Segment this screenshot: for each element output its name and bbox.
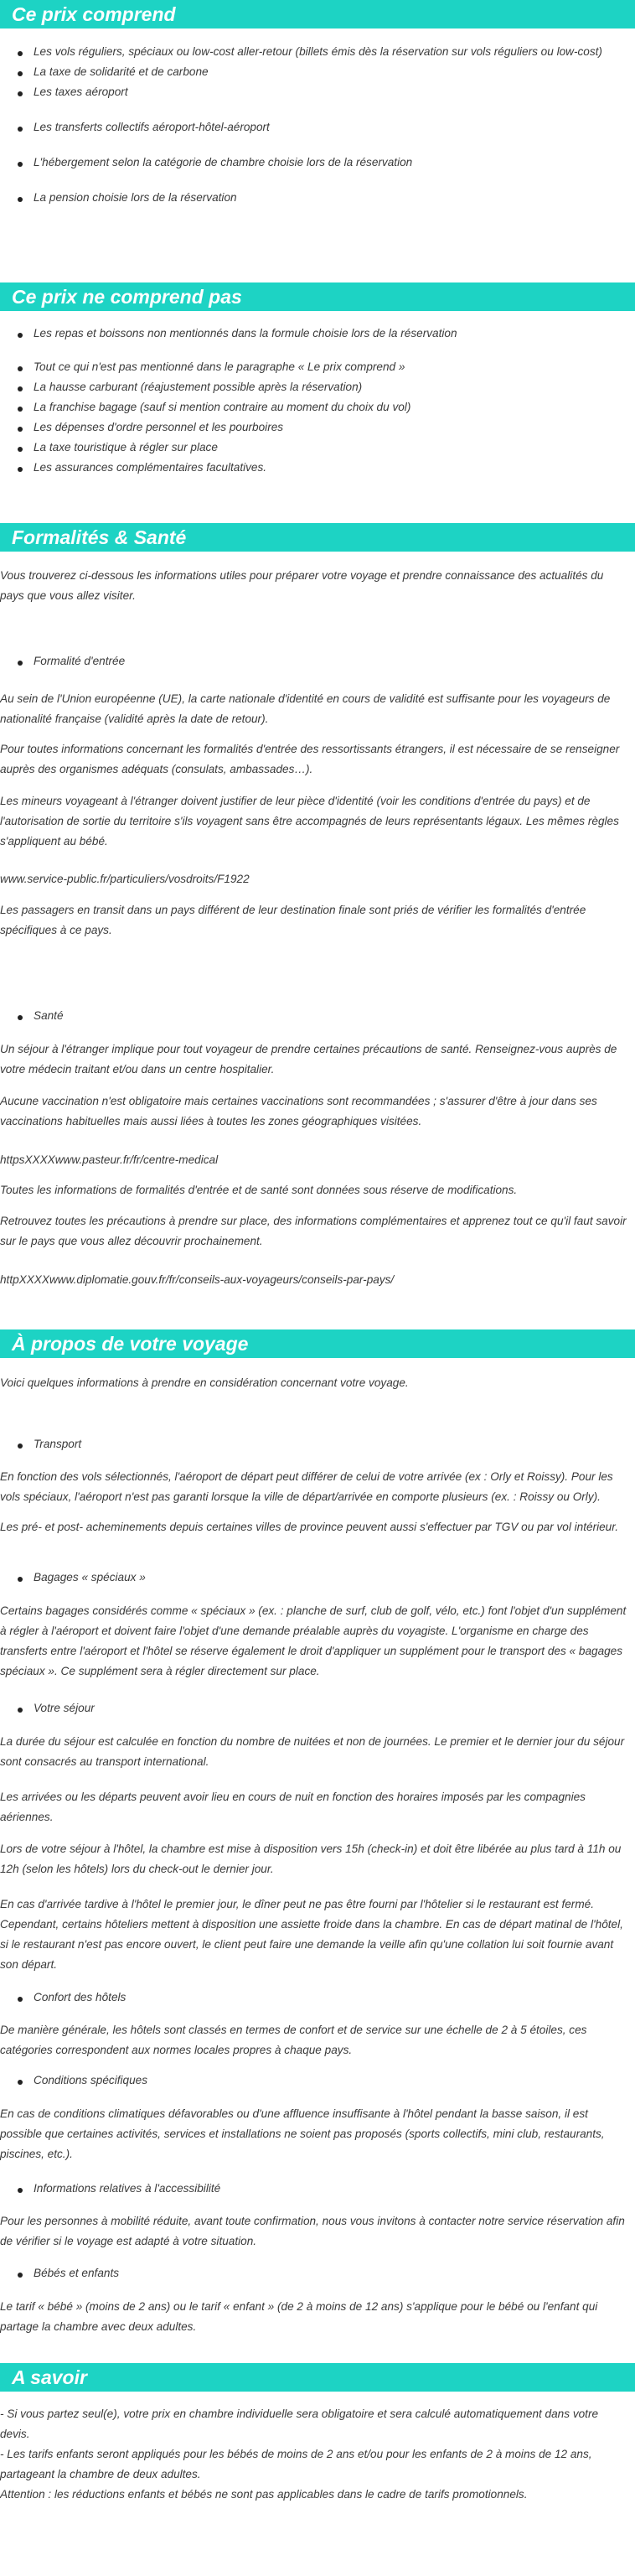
comfort-paragraph: De manière générale, les hôtels sont classés en termes de confort et de service sur une échelle de 2 à 5 étoiles, ces catégories correspondent aux normes locales propres à chaque pays. xyxy=(0,2024,587,2056)
list-item: La taxe de solidarité et de carbone xyxy=(34,65,209,78)
transport-paragraph: En fonction des vols sélectionnés, l'aéroport de départ peut différer de celui de votre arrivée (ex : Orly et Roissy). Pour les vols spéciaux, l'aéroport n'est pas garanti lorsque la ville de départ/arrivée en comporte plusieurs (ex. : Roissy ou Orly). xyxy=(0,1470,613,1503)
section-header-formalities: Formalités & Santé xyxy=(0,523,635,552)
list-item: Les vols réguliers, spéciaux ou low-cost aller-retour (billets émis dès la réservation sur vols réguliers ou low-cost) xyxy=(34,45,602,58)
list-item: La pension choisie lors de la réservation xyxy=(34,191,237,204)
bags-subtitle: Bagages « spéciaux » xyxy=(34,1571,146,1583)
transport-paragraph: Les pré- et post- acheminements depuis certaines villes de province peuvent aussi s'effectuer par TGV ou par vol intérieur. xyxy=(0,1521,619,1533)
list-item: Les assurances complémentaires facultatives. xyxy=(34,461,267,474)
stay-paragraph: Lors de votre séjour à l'hôtel, la chambre est mise à disposition vers 15h (check-in) et doit être libérée au plus tard à 11h ou 12h (selon les hôtels) lors du check-out le dernier jour. xyxy=(0,1843,622,1875)
comfort-subtitle: Confort des hôtels xyxy=(34,1991,126,2003)
know-line: - Si vous partez seul(e), votre prix en chambre individuelle sera obligatoire et sera calculé automatiquement dans votre devis. xyxy=(0,2408,599,2440)
bags-paragraph: Certains bagages considérés comme « spéciaux » (ex. : planche de surf, club de golf, vélo, etc.) font l'objet d'un supplément à régler à l'aéroport et doivent faire l'objet d'une demande préalable auprès du voyagiste. L'organisme en charge des transferts entre l'aéroport et l'hôtel se réserve également le droit d'appliquer un supplément pour le transport des « bagages spéciaux ». Ce supplément sera à régler directement sur place. xyxy=(0,1604,627,1677)
health-paragraph: Aucune vaccination n'est obligatoire mais certaines vaccinations sont recommandées ; s'assurer d'être à jour dans ses vaccinations habituelles mais aussi liées à toutes les zones géographiques visitées. xyxy=(0,1095,597,1127)
list-item: Les dépenses d'ordre personnel et les pourboires xyxy=(34,421,284,433)
entry-paragraph: Les mineurs voyageant à l'étranger doivent justifier de leur pièce d'identité (voir les conditions d'entrée du pays) et de l'autorisation de sortie du territoire s'ils voyagent sans être accompagnés de leurs représentants légaux. Les mêmes règles s'appliquent au bébé. xyxy=(0,795,619,847)
entry-paragraph: Au sein de l'Union européenne (UE), la carte nationale d'identité en cours de validité est suffisante pour les voyageurs de nationalité française (validité après la date de retour). xyxy=(0,692,611,725)
list-item: La franchise bagage (sauf si mention contraire au moment du choix du vol) xyxy=(34,401,411,413)
entry-paragraph: Les passagers en transit dans un pays différent de leur destination finale sont priés de vérifier les formalités d'entrée spécifiques à ce pays. xyxy=(0,904,586,936)
baby-subtitle: Bébés et enfants xyxy=(34,2267,120,2279)
list-item: La taxe touristique à régler sur place xyxy=(34,441,218,454)
section-header-includes: Ce prix comprend xyxy=(0,0,635,29)
list-item: La hausse carburant (réajustement possible après la réservation) xyxy=(34,381,363,393)
formalities-intro: Vous trouverez ci-dessous les informations utiles pour préparer votre voyage et prendre connaissance des actualités du pays que vous allez visiter. xyxy=(0,569,604,602)
list-item: Les taxes aéroport xyxy=(34,86,128,98)
entry-subtitle: Formalité d'entrée xyxy=(34,655,126,667)
health-paragraph: Retrouvez toutes les précautions à prendre sur place, des informations complémentaires et apprenez tout ce qu'il faut savoir sur le pays que vous allez découvrir prochainement. xyxy=(0,1215,627,1247)
list-item: Tout ce qui n'est pas mentionné dans le paragraphe « Le prix comprend » xyxy=(34,360,405,373)
conditions-subtitle: Conditions spécifiques xyxy=(34,2074,148,2086)
health-link[interactable]: httpXXXXwww.diplomatie.gouv.fr/fr/conseils-aux-voyageurs/conseils-par-pays/ xyxy=(0,1273,395,1286)
transport-subtitle: Transport xyxy=(34,1438,82,1450)
list-item: L'hébergement selon la catégorie de chambre choisie lors de la réservation xyxy=(34,156,413,168)
about-intro: Voici quelques informations à prendre en considération concernant votre voyage. xyxy=(0,1376,409,1389)
accessibility-paragraph: Pour les personnes à mobilité réduite, avant toute confirmation, nous vous invitons à contacter notre service réservation afin de vérifier si le voyage est adapté à votre situation. xyxy=(0,2215,625,2247)
accessibility-subtitle: Informations relatives à l'accessibilité xyxy=(34,2182,221,2195)
list-item: Les transferts collectifs aéroport-hôtel-aéroport xyxy=(34,121,270,133)
section-header-about: À propos de votre voyage xyxy=(0,1329,635,1358)
stay-subtitle: Votre séjour xyxy=(34,1702,95,1714)
section-header-excludes: Ce prix ne comprend pas xyxy=(0,282,635,311)
entry-link[interactable]: www.service-public.fr/particuliers/vosdroits/F1922 xyxy=(0,873,250,885)
entry-paragraph: Pour toutes informations concernant les formalités d'entrée des ressortissants étrangers, il est nécessaire de se renseigner auprès des organismes adéquats (consulats, ambassades…). xyxy=(0,743,620,775)
stay-paragraph: En cas d'arrivée tardive à l'hôtel le premier jour, le dîner peut ne pas être fourni par l'hôtelier si le restaurant est fermé. Cependant, certains hôteliers mettent à disposition une assiette froide dans la chambre. En cas de départ matinal de l'hôtel, si le restaurant n'est pas encore ouvert, le client peut faire une demande la veille afin qu'une collation lui soit fournie avant son départ. xyxy=(0,1898,623,1971)
list-item: Les repas et boissons non mentionnés dans la formule choisie lors de la réservation xyxy=(34,327,457,339)
stay-paragraph: Les arrivées ou les départs peuvent avoir lieu en cours de nuit en fonction des horaires imposés par les compagnies aériennes. xyxy=(0,1791,586,1823)
know-line: Attention : les réductions enfants et bébés ne sont pas applicables dans le cadre de tarifs promotionnels. xyxy=(0,2488,528,2501)
stay-paragraph: La durée du séjour est calculée en fonction du nombre de nuitées et non de journées. Le premier et le dernier jour du séjour sont consacrés au transport international. xyxy=(0,1735,625,1768)
know-line: - Les tarifs enfants seront appliqués pour les bébés de moins de 2 ans et/ou pour les enfants de 2 à moins de 12 ans, partageant la chambre de deux adultes. xyxy=(0,2448,592,2480)
baby-paragraph: Le tarif « bébé » (moins de 2 ans) ou le tarif « enfant » (de 2 à moins de 12 ans) s'applique pour le bébé ou l'enfant qui partage la chambre avec deux adultes. xyxy=(0,2300,598,2333)
health-paragraph: Toutes les informations de formalités d'entrée et de santé sont données sous réserve de modifications. xyxy=(0,1184,518,1196)
health-subtitle: Santé xyxy=(34,1009,64,1022)
health-paragraph: Un séjour à l'étranger implique pour tout voyageur de prendre certaines précautions de santé. Renseignez-vous auprès de votre médecin traitant et/ou dans un centre hospitalier. xyxy=(0,1043,617,1075)
health-link[interactable]: httpsXXXXwww.pasteur.fr/fr/centre-medical xyxy=(0,1153,219,1166)
conditions-paragraph: En cas de conditions climatiques défavorables ou d'une affluence insuffisante à l'hôtel pendant la basse saison, il est possible que certaines activités, services et installations ne soient pas proposés (sports collectifs, mini club, restaurants, piscines, etc.). xyxy=(0,2107,605,2160)
section-header-know: A savoir xyxy=(0,2363,635,2392)
